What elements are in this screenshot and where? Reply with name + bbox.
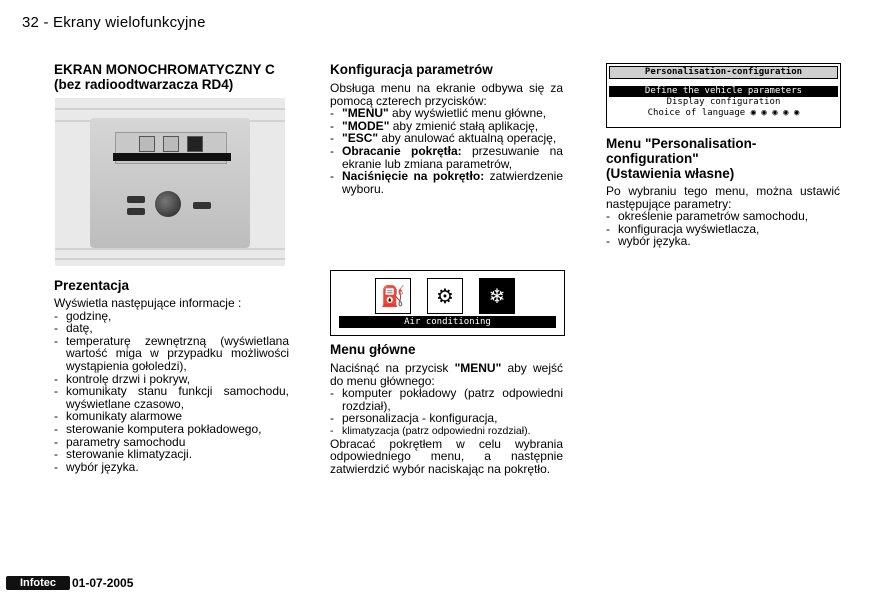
personalisation-intro: Po wybraniu tego menu, można ustawić następujące parametry: (606, 184, 840, 211)
list-item: - sterowanie komputera pokładowego, (54, 423, 289, 436)
main-menu-title: Menu główne (330, 342, 416, 357)
config-list (330, 107, 563, 195)
config-title: Konfiguracja parametrów (330, 62, 493, 77)
list-item: - klimatyzacja (patrz odpowiedni rozdział). (330, 425, 563, 438)
list-item: - określenie parametrów samochodu, (606, 210, 840, 223)
radio-panel-illustration (55, 98, 285, 266)
screen-row: Choice of language ◉ ◉ ◉ ◉ ◉ (647, 108, 800, 118)
list-item: - sterowanie klimatyzacji. (54, 448, 289, 461)
fuel-icon (139, 136, 155, 152)
mode-button (127, 208, 145, 215)
list-item: - personalizacja - konfiguracja, (330, 412, 563, 425)
main-menu-list (330, 387, 563, 437)
personalisation-list (606, 210, 840, 248)
presentation-section (54, 278, 289, 473)
esc-button (193, 202, 211, 209)
personalisation-title: Menu "Personalisation- configuration" (Ustawienia własne) (606, 136, 757, 181)
main-menu-outro: Obracać pokrętłem w celu wybrania odpowiedniego menu, a następnie zatwierdzić wybór naciskając na pokrętło. (330, 436, 563, 476)
aircon-icon: ❄ (479, 278, 515, 314)
rotary-knob (155, 191, 181, 217)
page-header: 32 - Ekrany wielofunkcyjne (22, 14, 206, 31)
configuration-section (330, 62, 563, 195)
list-item: - "MENU" aby wyświetlić menu główne, (330, 107, 563, 120)
list-item: - konfiguracja wyświetlacza, (606, 223, 840, 236)
list-item: - komputer pokładowy (patrz odpowiedni rozdział), (330, 387, 563, 412)
list-item: - wybór języka. (606, 235, 840, 248)
presentation-title: Prezentacja (54, 278, 130, 293)
list-item: - parametry samochodu (54, 436, 289, 449)
menu-button (127, 196, 145, 203)
personalisation-screen (606, 63, 841, 128)
list-item: - komunikaty stanu funkcji samochodu, wyświetlane czasowo, (54, 385, 289, 410)
main-menu-screen (330, 270, 565, 336)
infotec-logo: Infotec (6, 576, 70, 590)
list-item: - godzinę, (54, 310, 289, 323)
list-item: - datę, (54, 322, 289, 335)
language-flags-icon: ◉ ◉ ◉ ◉ ◉ (750, 108, 800, 118)
fuel-icon: ⛽ (375, 278, 411, 314)
presentation-list (54, 310, 289, 474)
screen-caption: Air conditioning (339, 316, 556, 328)
radio-display-bar (113, 153, 231, 161)
main-menu-section (330, 342, 563, 475)
list-item: - kontrolę drzwi i pokryw, (54, 373, 289, 386)
list-item: - wybór języka. (54, 461, 289, 474)
config-intro: Obsługa menu na ekranie odbywa się za pomocą czterech przycisków: (330, 81, 563, 108)
settings-icon: ⚙ (427, 278, 463, 314)
personalisation-section (606, 136, 840, 248)
screen-row: Display configuration (666, 97, 781, 107)
list-item: - Obracanie pokrętła: przesuwanie na ekranie lub zmiana parametrów, (330, 145, 563, 170)
list-item: - "ESC" aby anulować aktualną operację, (330, 132, 563, 145)
footer-date: 01-07-2005 (72, 576, 134, 590)
column-monochrome-screen (54, 62, 289, 92)
presentation-intro: Wyświetla następujące informacje : (54, 296, 242, 310)
section-title: EKRAN MONOCHROMATYCZNY C (bez radioodtwarzacza RD4) (54, 62, 275, 92)
screen-row-selected: Define the vehicle parameters (609, 86, 838, 97)
list-item: - Naciśnięcie na pokrętło: zatwierdzenie wyboru. (330, 170, 563, 195)
screen-title: Personalisation-configuration (609, 66, 838, 79)
list-item: - temperaturę zewnętrzną (wyświetlana wartość miga w przypadku możliwości wystąpienia gołoledzi), (54, 335, 289, 373)
settings-icon (163, 136, 179, 152)
aircon-icon (187, 136, 203, 152)
list-item: - komunikaty alarmowe (54, 410, 289, 423)
list-item: - "MODE" aby zmienić stałą aplikację, (330, 120, 563, 133)
main-menu-intro: Naciśnąć na przycisk "MENU" aby wejść do menu głównego: (330, 361, 563, 388)
